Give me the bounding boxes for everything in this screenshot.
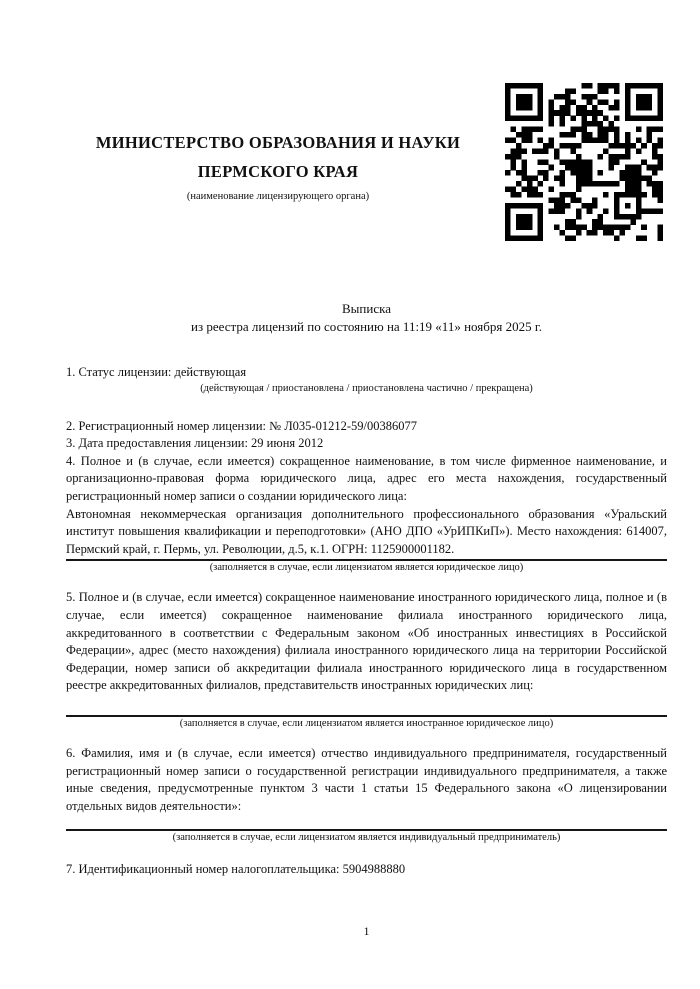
item-legal-entity-caption: (заполняется в случае, если лицензиатом является юридическое лицо) [209,562,524,574]
item-foreign-entity-label: 5. Полное и (в случае, если имеется) сокращенное наименование иностранного юридического лица, полное и (в случае, если имеется) сокращенное наименование филиала иностранного юридического лица, аккредитованного в соответствии с Федеральным законом «Об иностранных инвестициях в Российской Федерации», адрес (место нахождения) филиала иностранного юридического лица на территории Российской Федерации, номер записи об аккредитации филиала иностранного юридического лица в государственном реестре аккредитованных филиалов, представительств иностранных юридических лиц: [66,590,667,693]
item-registration-number: 2. Регистрационный номер лицензии: № Л035-01212-59/00386077 [66,418,417,433]
item-individual-caption: (заполняется в случае, если лицензиатом является индивидуальный предприниматель) [172,832,561,844]
licensing-authority-caption: (наименование лицензирующего органа) [186,191,370,202]
item-license-status: 1. Статус лицензии: действующая [66,365,247,379]
item-legal-entity-value: Автономная некоммерческая организация дополнительного профессионального образования «Уральский институт повышения квалификации и переподготовки» (АНО ДПО «УрИПКиП»). Место нахождения: 614007, Пермский край, г. Пермь, ул. Революции, д.5, к.1. ОГРН: 1125900001182. [66,506,667,556]
item-legal-entity-label: 4. Полное и (в случае, если имеется) сокращенное наименование, в том числе фирменное наименование, и организационно-правовая форма юридического лица, адрес его места нахождения, государственный регистрационный номер записи о создании юридического лица: [66,453,667,503]
licensing-authority-name-line1: МИНИСТЕРСТВО ОБРАЗОВАНИЯ И НАУКИ [95,133,461,152]
item-foreign-entity-caption: (заполняется в случае, если лицензиатом является иностранное юридическое лицо) [179,717,554,729]
item-license-status-caption: (действующая / приостановлена / приостановлена частично / прекращена) [200,382,533,394]
document-header [56,128,500,204]
document-body [66,364,667,879]
item-individual-label: 6. Фамилия, имя и (в случае, если имеется) отчество индивидуального предпринимателя, государственный регистрационный номер записи о государственной регистрации индивидуального предпринимателя, а также иные сведения, предусмотренные пунктом 3 части 1 статьи 15 Федерального закона «О лицензировании отдельных видов деятельности»: [66,745,667,813]
qr-code [505,83,663,241]
title-line2: из реестра лицензий по состоянию на 11:19 «11» ноября 2025 г. [191,319,542,334]
page-number: 1 [363,924,370,938]
item-taxpayer-id: 7. Идентификационный номер налогоплательщика: 5904988880 [66,862,406,877]
licensing-authority-name-line2: ПЕРМСКОГО КРАЯ [197,162,359,181]
document-title [66,300,667,336]
title-line1: Выписка [342,301,391,316]
item-grant-date: 3. Дата предоставления лицензии: 29 июня 2012 [66,436,324,451]
